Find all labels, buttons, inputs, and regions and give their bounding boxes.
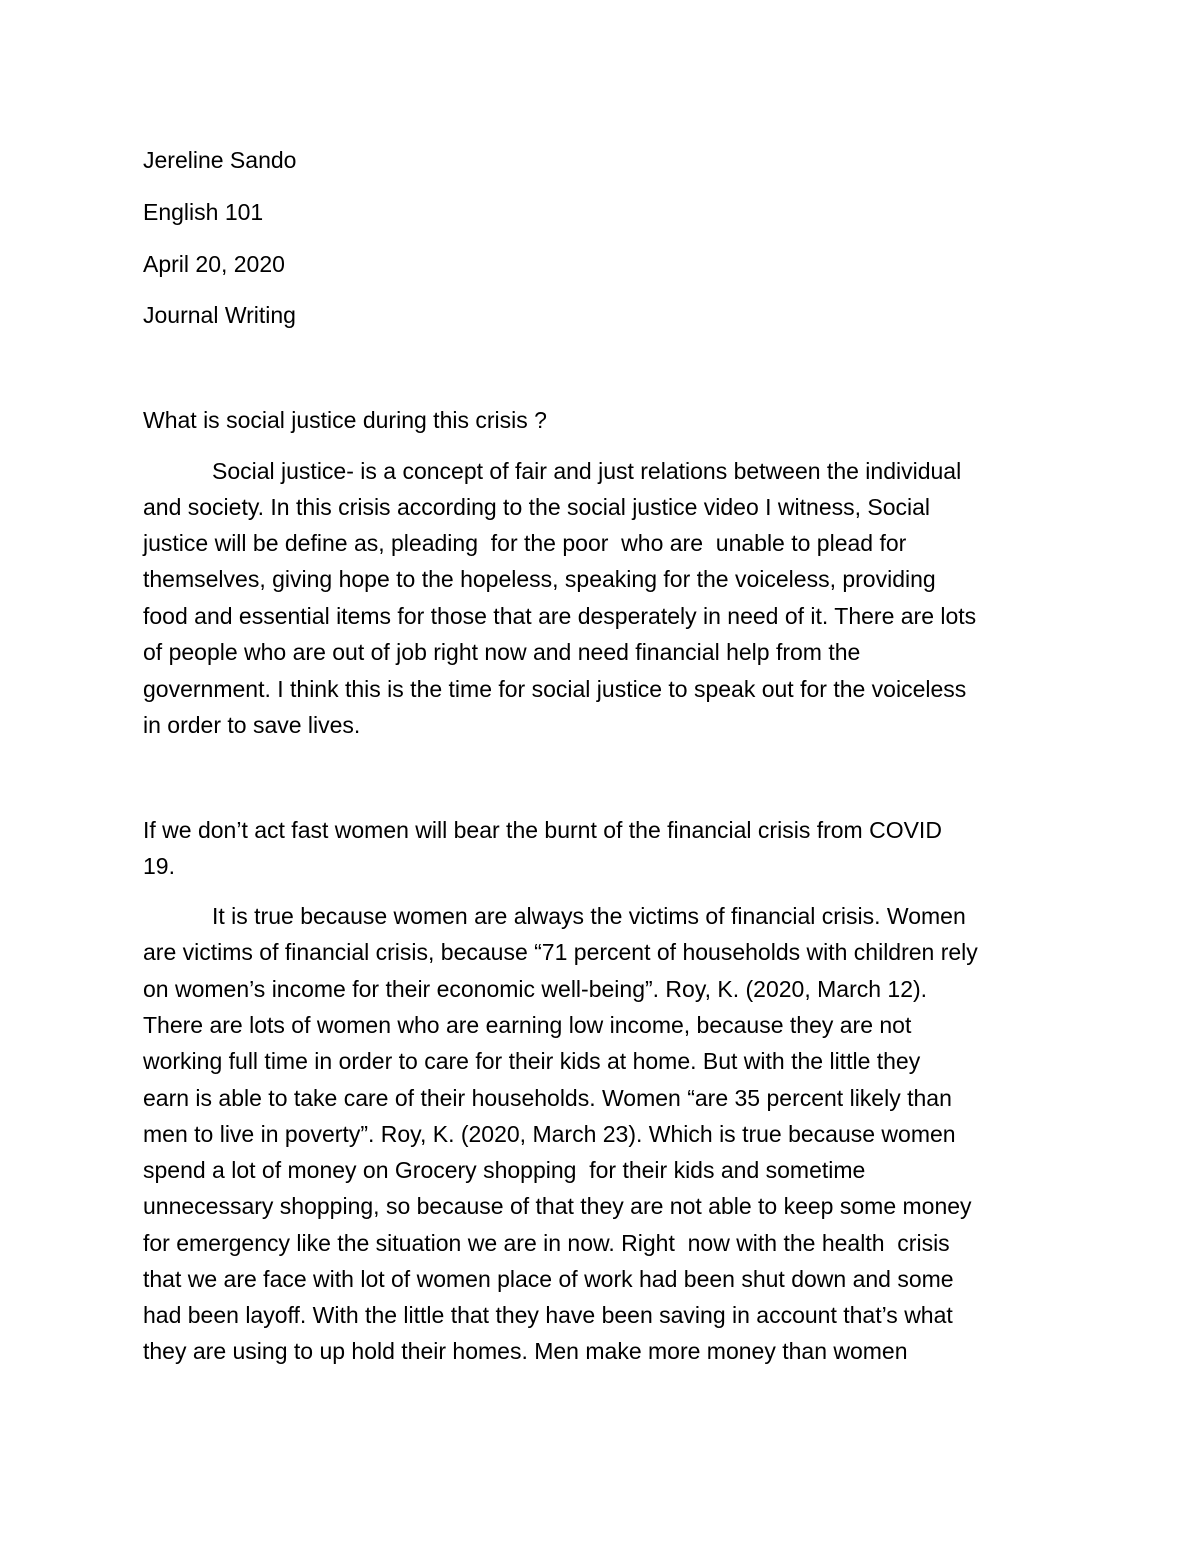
assignment-title: Journal Writing <box>143 302 296 328</box>
paragraph-line: government. I think this is the time for social justice to speak out for the voiceless <box>143 676 967 702</box>
paragraph-line: of people who are out of job right now and need financial help from the <box>143 639 861 665</box>
paragraph-line: justice will be define as, pleading for the poor who are unable to plead for <box>143 530 907 556</box>
section-heading-social-justice: What is social justice during this crisis ? <box>143 407 547 433</box>
paragraph-line: they are using to up hold their homes. Men make more money than women <box>143 1338 908 1364</box>
author-name: Jereline Sando <box>143 147 297 173</box>
paragraph-line: food and essential items for those that are desperately in need of it. There are lots <box>143 603 977 629</box>
paragraph-line: working full time in order to care for their kids at home. But with the little they <box>143 1048 921 1074</box>
paragraph-line: earn is able to take care of their households. Women “are 35 percent likely than <box>143 1085 952 1111</box>
paragraph-line: that we are face with lot of women place of work had been shut down and some <box>143 1266 954 1292</box>
paragraph-line: for emergency like the situation we are in now. Right now with the health crisis <box>143 1230 950 1256</box>
paragraph-line: had been layoff. With the little that they have been saving in account that’s what <box>143 1302 953 1328</box>
paragraph-line: in order to save lives. <box>143 712 361 738</box>
course-name: English 101 <box>143 199 264 225</box>
paragraph-line: spend a lot of money on Grocery shopping for their kids and sometime <box>143 1157 866 1183</box>
paragraph-line: on women’s income for their economic well-being”. Roy, K. (2020, March 12). <box>143 976 928 1002</box>
paragraph-line: and society. In this crisis according to the social justice video I witness, Social <box>143 494 931 520</box>
paragraph-line: men to live in poverty”. Roy, K. (2020, March 23). Which is true because women <box>143 1121 956 1147</box>
paragraph-line: Social justice- is a concept of fair and just relations between the individual <box>212 458 962 484</box>
paragraph-line: are victims of financial crisis, because “71 percent of households with children rely <box>143 939 978 965</box>
paragraph-line: themselves, giving hope to the hopeless, speaking for the voiceless, providing <box>143 566 936 592</box>
section-heading-women-crisis: If we don’t act fast women will bear the burnt of the financial crisis from COVID <box>143 817 942 843</box>
paragraph-line: There are lots of women who are earning low income, because they are not <box>143 1012 912 1038</box>
section-heading-women-crisis-cont: 19. <box>143 853 175 879</box>
paragraph-line: It is true because women are always the victims of financial crisis. Women <box>212 903 966 929</box>
document-date: April 20, 2020 <box>143 251 285 277</box>
paragraph-line: unnecessary shopping, so because of that they are not able to keep some money <box>143 1193 972 1219</box>
